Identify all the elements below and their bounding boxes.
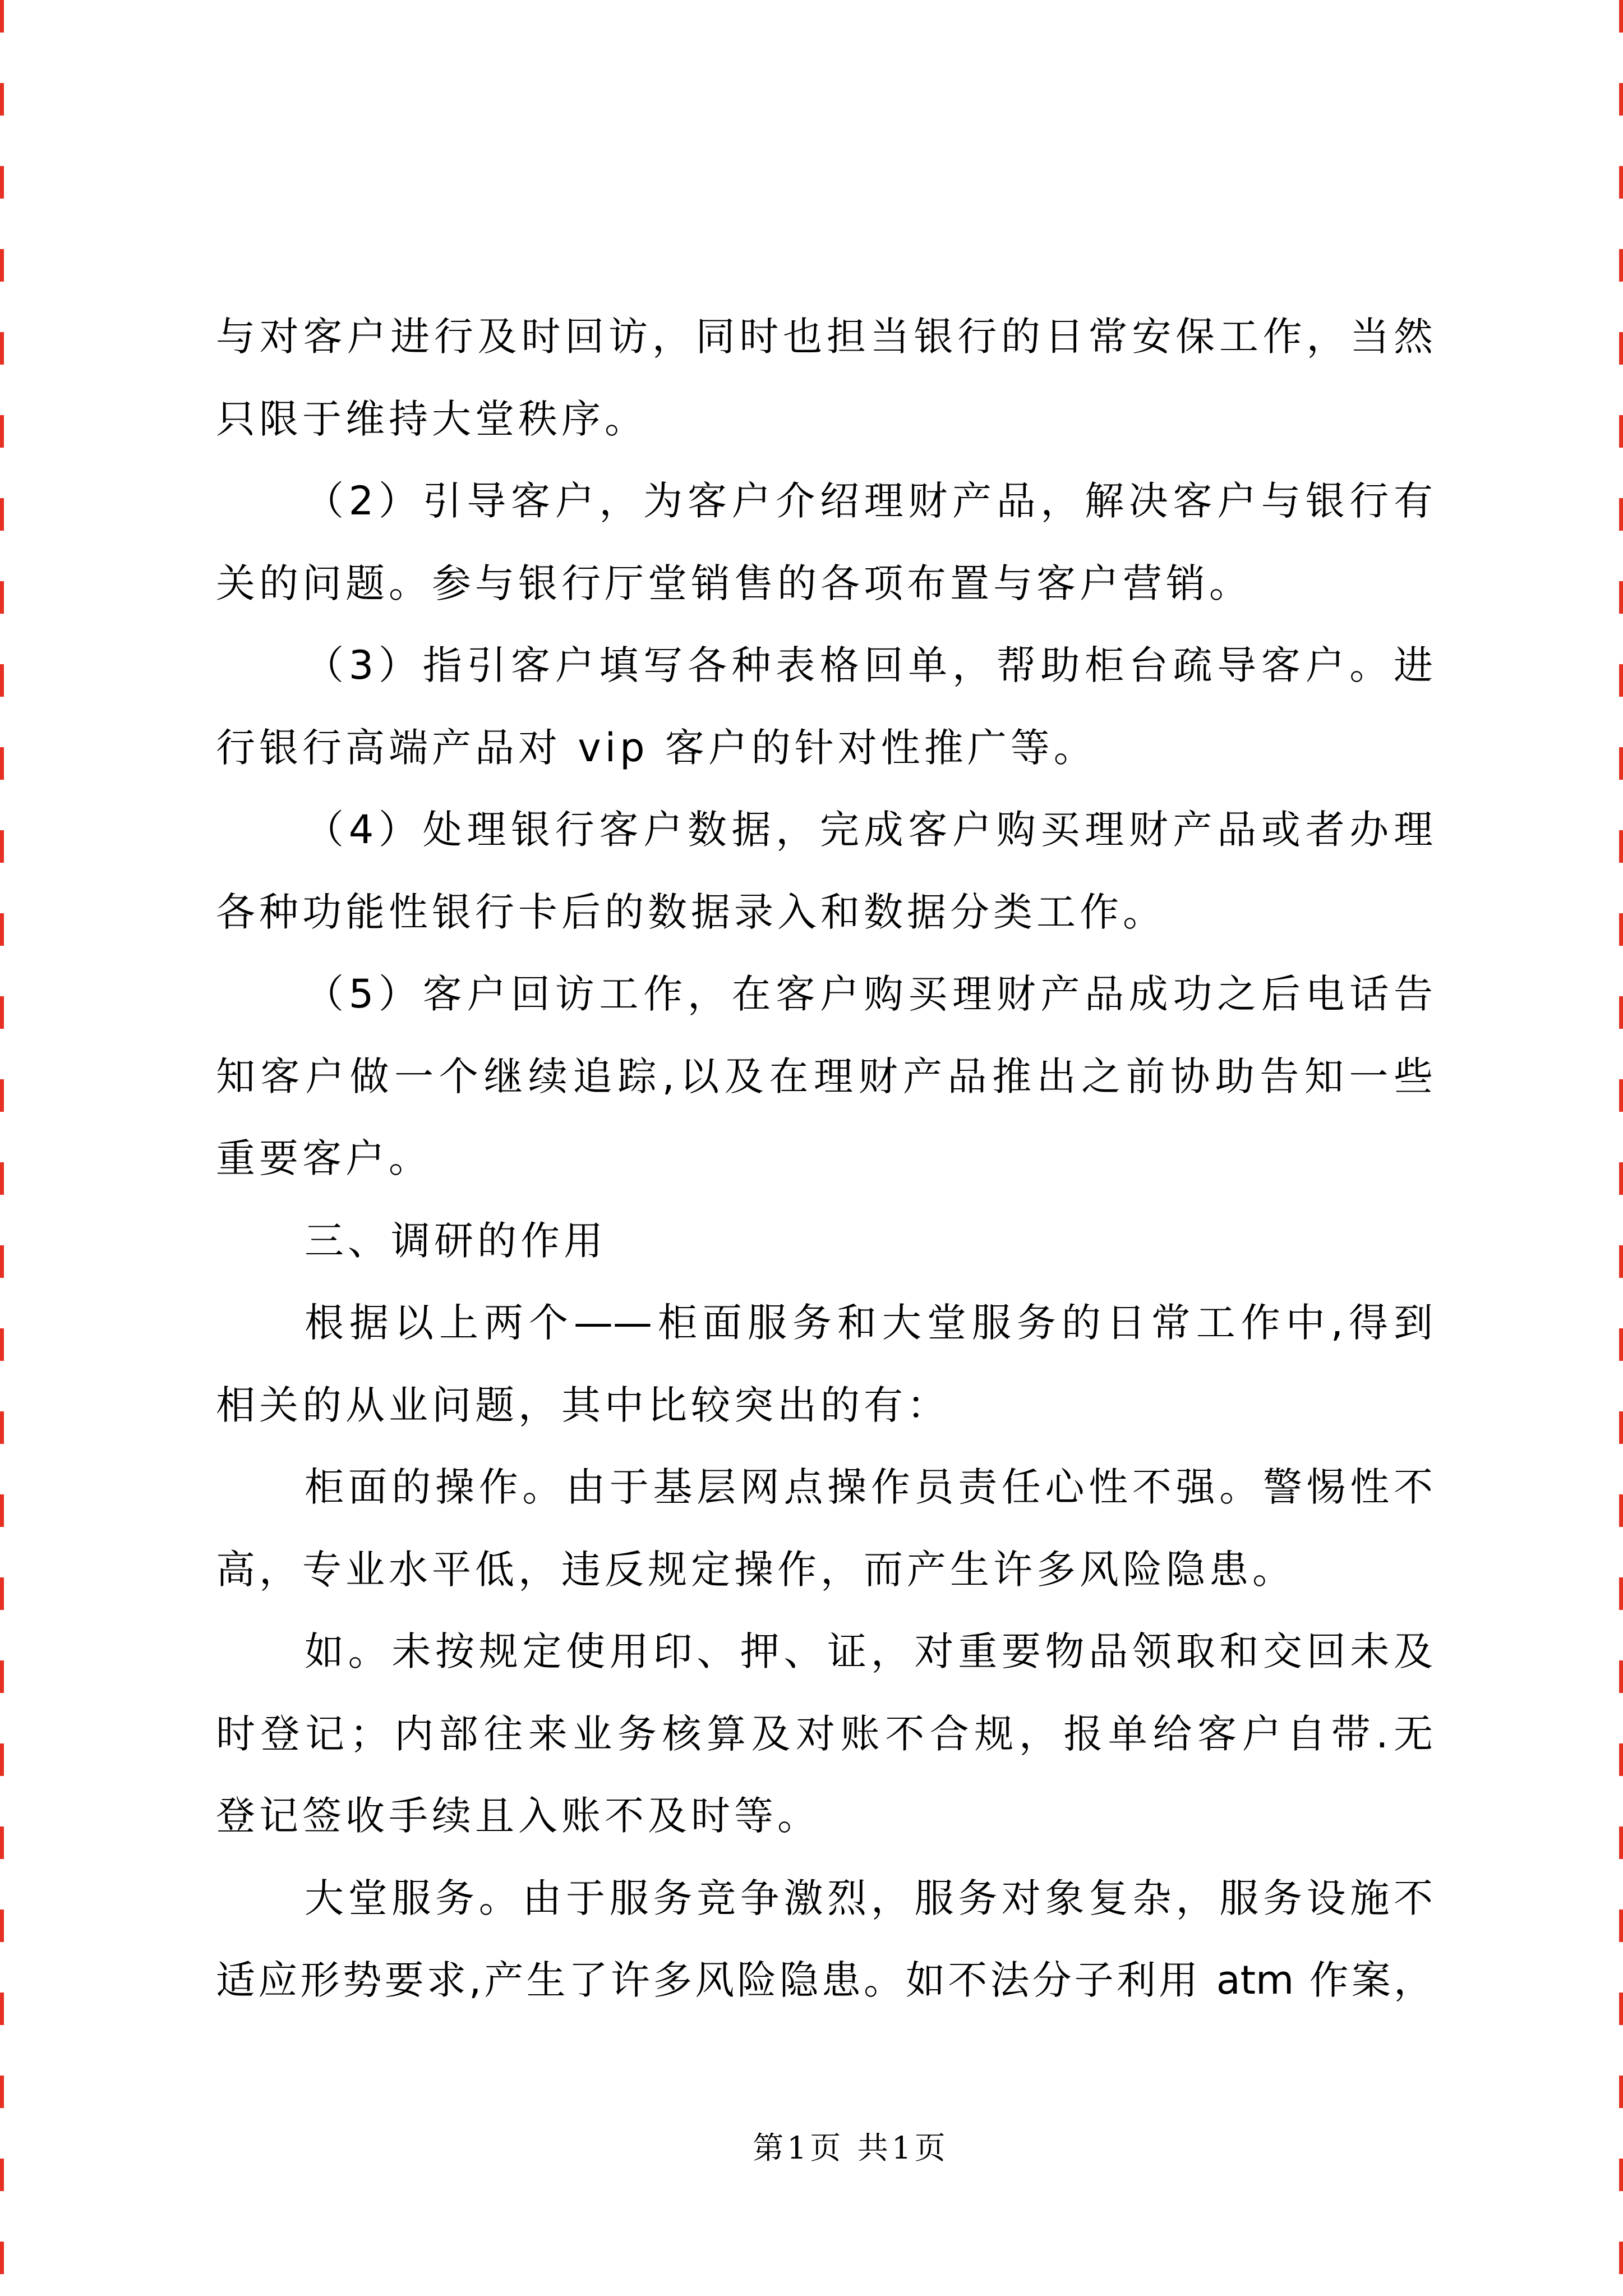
text-line: 各种功能性银行卡后的数据录入和数据分类工作。: [216, 889, 1166, 935]
text-line: 如。未按规定使用印、押、证，对重要物品领取和交回未及: [305, 1628, 1433, 1674]
left-edge-marks: [0, 0, 4, 2296]
text-line: 柜面的操作。由于基层网点操作员责任心性不强。警惕性不: [305, 1464, 1433, 1510]
document-body: [216, 296, 1433, 2022]
text-line: 适应形势要求,产生了许多风险隐患。如不法分子利用 atm 作案，: [216, 1957, 1433, 2003]
text-line: 行银行高端产品对 vip 客户的针对性推广等。: [216, 724, 1097, 771]
text-line: 关的问题。参与银行厅堂销售的各项布置与客户营销。: [216, 560, 1252, 606]
text-line: 根据以上两个——柜面服务和大堂服务的日常工作中,得到: [305, 1300, 1433, 1346]
text-line: 重要客户。: [216, 1135, 432, 1181]
text-line: 三、调研的作用: [305, 1217, 607, 1264]
text-line: 高，专业水平低，违反规定操作，而产生许多风险隐患。: [216, 1546, 1295, 1593]
text-line: （5）客户回访工作，在客户购买理财产品成功之后电话告: [305, 971, 1433, 1017]
page-footer: 第1页 共1页: [753, 2130, 949, 2166]
text-line: 时登记；内部往来业务核算及对账不合规，报单给客户自带.无: [216, 1710, 1433, 1757]
right-edge-marks: [1619, 0, 1623, 2296]
text-line: 只限于维持大堂秩序。: [216, 395, 648, 442]
text-line: 相关的从业问题，其中比较突出的有：: [216, 1382, 950, 1428]
text-line: 登记签收手续且入账不及时等。: [216, 1793, 820, 1839]
text-line: （2）引导客户，为客户介绍理财产品，解决客户与银行有: [305, 478, 1433, 524]
text-line: 与对客户进行及时回访，同时也担当银行的日常安保工作，当然: [216, 314, 1433, 360]
text-line: 大堂服务。由于服务竞争激烈，服务对象复杂，服务设施不: [305, 1875, 1433, 1921]
text-line: （3）指引客户填写各种表格回单，帮助柜台疏导客户。进: [305, 642, 1433, 688]
text-line: （4）处理银行客户数据，完成客户购买理财产品或者办理: [305, 807, 1433, 853]
text-line: 知客户做一个继续追踪,以及在理财产品推出之前协助告知一些: [216, 1053, 1433, 1099]
